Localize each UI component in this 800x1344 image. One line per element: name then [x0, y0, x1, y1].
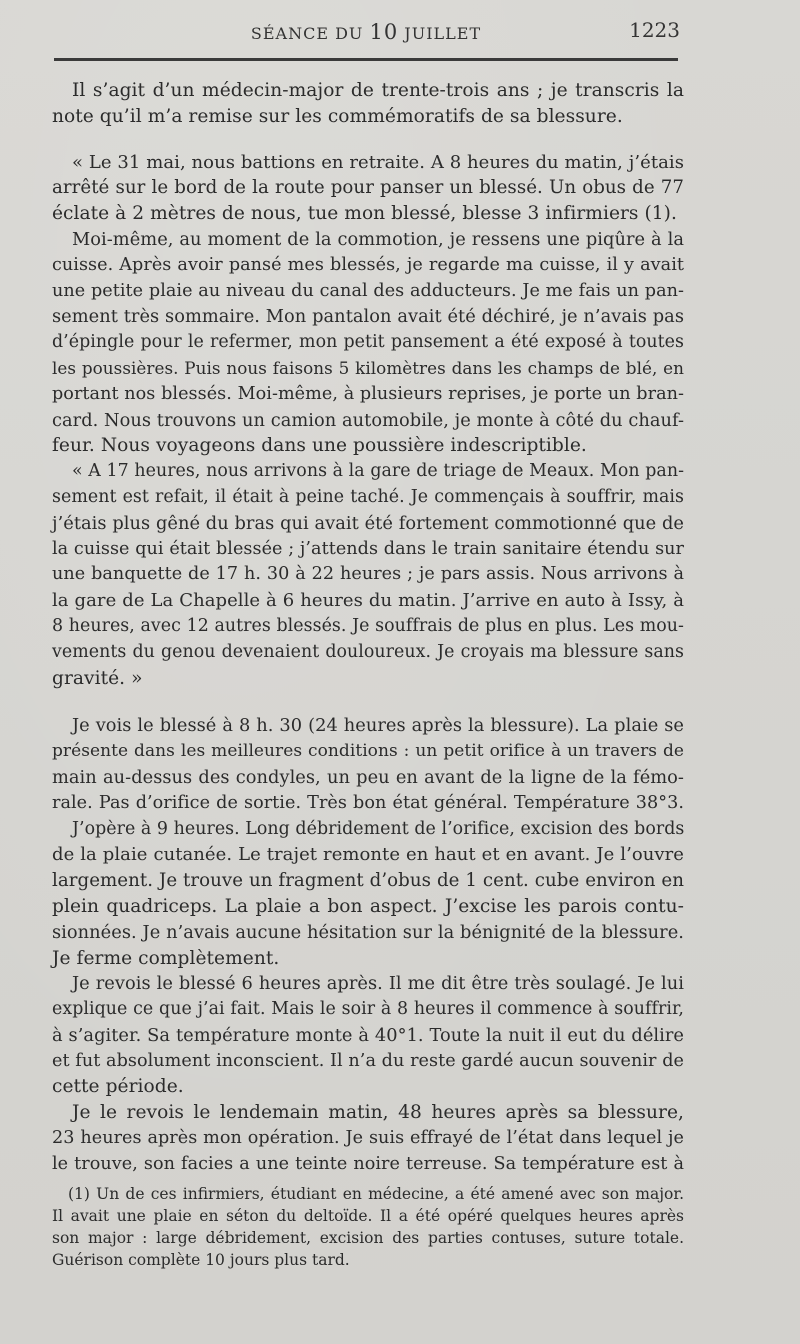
text-line: cuisse. Après avoir pansé mes blessés, je regarde ma cuisse, il y avait	[52, 254, 684, 275]
text-line: Je vois le blessé à 8 h. 30 (24 heures après la blessure). La plaie se	[72, 715, 684, 737]
text-line: J’opère à 9 heures. Long débridement de l’orifice, excision des bords	[72, 818, 685, 839]
header-rule	[54, 58, 678, 61]
text-line: portant nos blessés. Moi-même, à plusieurs reprises, je porte un bran-	[52, 383, 684, 404]
text-line: les poussières. Puis nous faisons 5 kilomètres dans les champs de blé, en	[52, 357, 684, 378]
text-line: une banquette de 17 h. 30 à 22 heures ; je pars assis. Nous arrivons à	[52, 564, 684, 585]
text-line: feur. Nous voyageons dans une poussière indescriptible.	[52, 435, 587, 457]
running-title-pre: SÉANCE DU	[250, 24, 370, 43]
text-line: arrêté sur le bord de la route pour panser un blessé. Un obus de 77	[52, 177, 684, 199]
footnote-line: Guérison complète 10 jours plus tard.	[52, 1251, 350, 1269]
text-line: 8 heures, avec 12 autres blessés. Je souffrais de plus en plus. Les mou-	[52, 615, 684, 636]
text-line: sement très sommaire. Mon pantalon avait été déchiré, je n’avais pas	[52, 306, 684, 328]
footnote-line: son major : large débridement, excision des parties contuses, suture totale.	[52, 1229, 684, 1247]
paragraph-gap	[52, 130, 684, 150]
text-line: j’étais plus gêné du bras qui avait été fortement commotionné que de	[52, 512, 684, 534]
text-line: gravité. »	[52, 667, 143, 689]
text-line: la cuisse qui était blessée ; j’attends dans le train sanitaire étendu sur	[52, 538, 684, 559]
text-line: Je ferme complètement.	[52, 947, 280, 969]
text-line: présente dans les meilleures conditions : un petit orifice à un travers de	[52, 741, 684, 762]
text-line: explique ce que j’ai fait. Mais le soir à 8 heures il commence à souffrir,	[52, 999, 684, 1020]
text-line: card. Nous trouvons un camion automobile, je monte à côté du chauf-	[52, 409, 685, 431]
text-line: Je le revois le lendemain matin, 48 heures après sa blessure,	[72, 1102, 684, 1124]
text-line: Il s’agit d’un médecin-major de trente-trois ans ; je transcris la	[72, 80, 684, 101]
text-line: une petite plaie au niveau du canal des adducteurs. Je me fais un pan-	[52, 280, 684, 301]
text-line: cette période.	[52, 1076, 184, 1098]
footnote	[52, 1183, 684, 1271]
text-line: d’épingle pour le refermer, mon petit pansement a été exposé à toutes	[52, 332, 684, 353]
text-line: sement est refait, il était à peine taché. Je commençais à souffrir, mais	[52, 486, 684, 507]
footnote-line: (1) Un de ces infirmiers, étudiant en médecine, a été amené avec son major.	[68, 1185, 684, 1203]
text-line: éclate à 2 mètres de nous, tue mon blessé, blesse 3 infirmiers (1).	[52, 203, 677, 225]
text-line: « A 17 heures, nous arrivons à la gare de triage de Meaux. Mon pan-	[72, 461, 684, 482]
footnote-line: Il avait une plaie en séton du deltoïde. Il a été opéré quelques heures après	[52, 1207, 684, 1225]
paragraph-gap	[52, 691, 684, 713]
text-line: sionnées. Je n’avais aucune hésitation sur la bénignité de la blessure.	[52, 921, 684, 943]
text-line: Moi-même, au moment de la commotion, je ressens une piqûre à la	[72, 228, 684, 250]
running-title	[52, 20, 680, 44]
text-line: « Le 31 mai, nous battions en retraite. A 8 heures du matin, j’étais	[72, 151, 684, 173]
text-line: et fut absolument inconscient. Il n’a du reste gardé aucun souvenir de	[52, 1050, 684, 1071]
body-text	[52, 78, 684, 1178]
text-line: note qu’il m’a remise sur les commémoratifs de sa blessure.	[52, 105, 623, 127]
text-line: rale. Pas d’orifice de sortie. Très bon état général. Température 38°3.	[52, 792, 684, 813]
page-number: 1223	[629, 18, 680, 42]
text-line: le trouve, son facies a une teinte noire terreuse. Sa température est à	[52, 1153, 684, 1174]
text-line: de la plaie cutanée. Le trajet remonte en haut et en avant. Je l’ouvre	[52, 844, 684, 866]
text-line: à s’agiter. Sa température monte à 40°1. Toute la nuit il eut du délire	[52, 1024, 684, 1046]
text-line: 23 heures après mon opération. Je suis effrayé de l’état dans lequel je	[52, 1128, 684, 1149]
running-header	[52, 16, 680, 46]
running-title-month: JUILLET	[398, 24, 482, 43]
text-line: vements du genou devenaient douloureux. Je croyais ma blessure sans	[52, 641, 684, 662]
text-line: la gare de La Chapelle à 6 heures du matin. J’arrive en auto à Issy, à	[52, 590, 684, 612]
text-line: largement. Je trouve un fragment d’obus de 1 cent. cube environ en	[52, 870, 684, 892]
running-title-day: 10	[369, 20, 399, 44]
text-line: main au-dessus des condyles, un peu en avant de la ligne de la fémo-	[52, 766, 684, 788]
text-line: Je revois le blessé 6 heures après. Il me dit être très soulagé. Je lui	[72, 973, 684, 995]
text-line: plein quadriceps. La plaie a bon aspect. J’excise les parois contu-	[52, 895, 684, 917]
